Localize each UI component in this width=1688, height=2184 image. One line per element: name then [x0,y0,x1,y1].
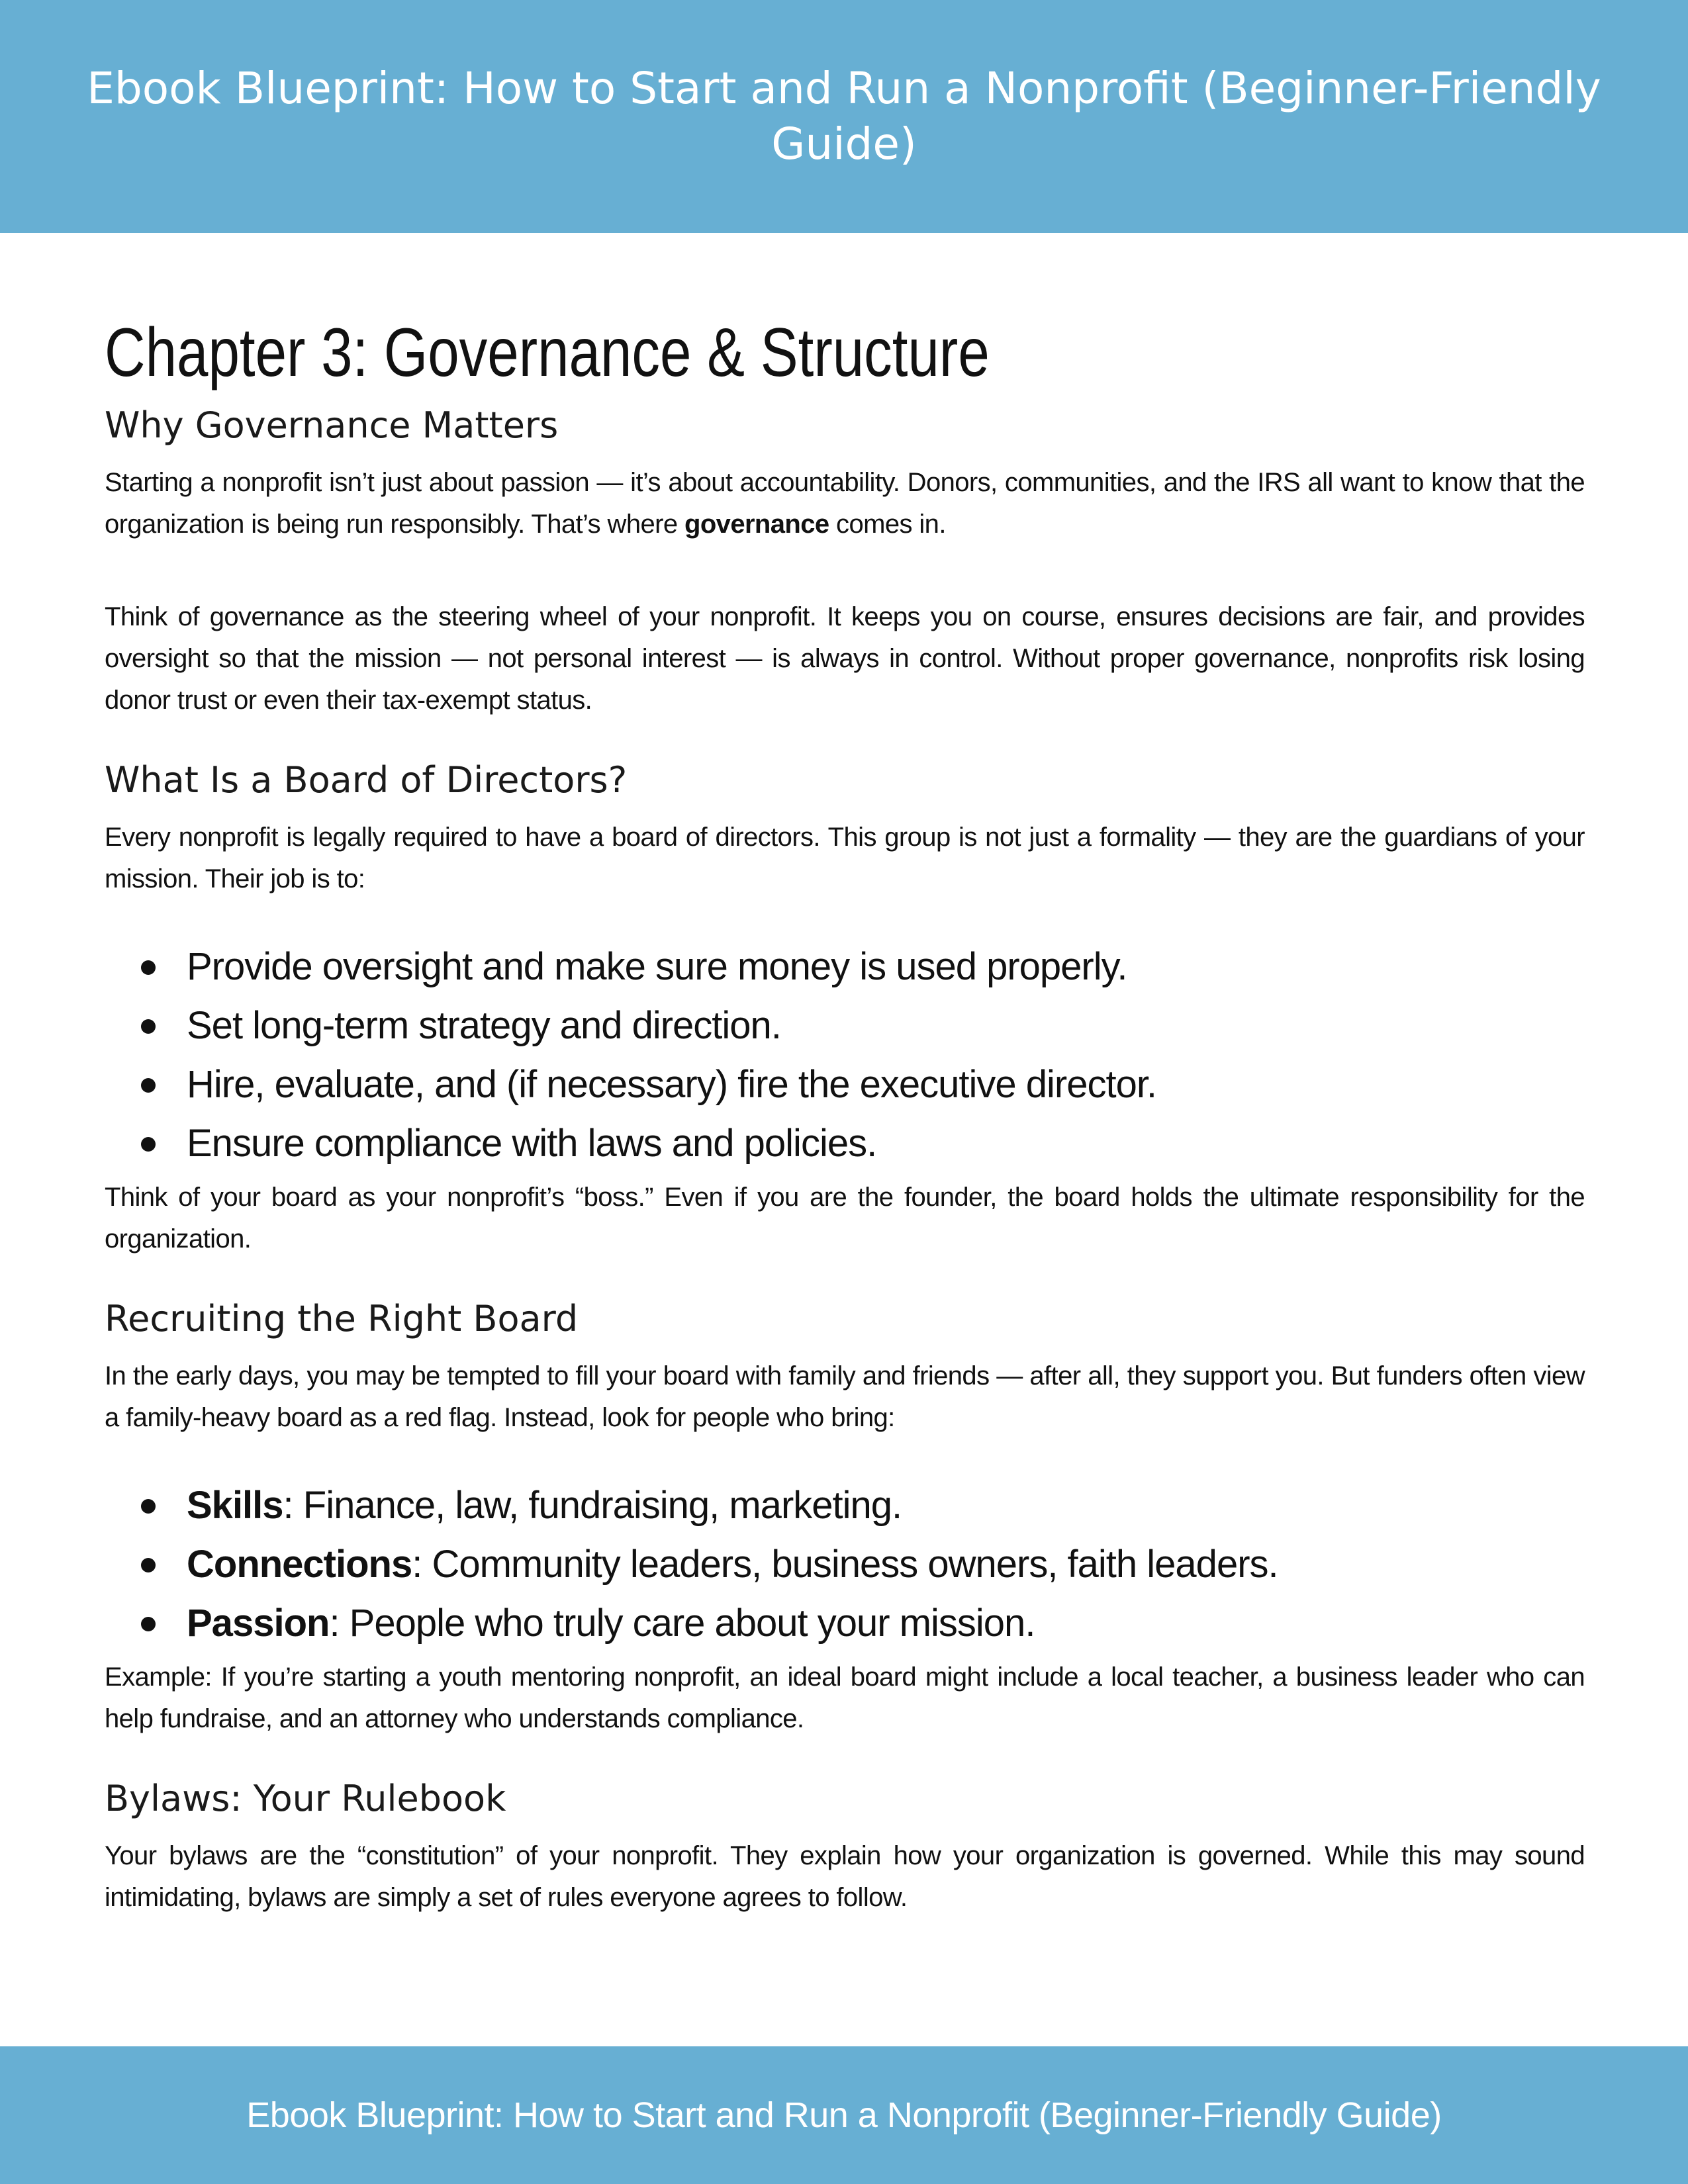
bullet-dot-icon [141,1019,156,1034]
list-item-term: Connections [187,1543,412,1586]
page-content [105,311,1585,1919]
footer-band [0,2046,1688,2184]
section-heading-why-governance: Why Governance Matters [105,404,559,446]
paragraph-bylaws: Your bylaws are the “constitution” of your nonprofit. They explain how your organization is governed. While this may sound intimidating, bylaws are simply a set of rules everyone agrees to follow. [105,1841,1585,1912]
list-item-text: : People who truly care about your mission. [329,1602,1035,1645]
list-item [105,1114,1585,1173]
bullet-dot-icon [141,1617,156,1631]
list-item [105,1476,1585,1535]
footer-title: Ebook Blueprint: How to Start and Run a Nonprofit (Beginner-Friendly Guide) [246,2095,1442,2135]
section-heading-board: What Is a Board of Directors? [105,759,628,801]
list-item-text: Ensure compliance with laws and policies. [187,1122,877,1165]
header-title: Ebook Blueprint: How to Start and Run a Nonprofit (Beginner-Friendly Guide) [87,63,1601,169]
bullet-dot-icon [141,960,156,975]
paragraph-text: comes in. [829,510,946,539]
section-heading-recruiting: Recruiting the Right Board [105,1298,579,1340]
bullet-dot-icon [141,1078,156,1093]
section-heading-bylaws: Bylaws: Your Rulebook [105,1778,506,1819]
paragraph-text: Starting a nonprofit isn’t just about passion — it’s about accountability. Donors, communities, and the IRS all want to know that the organization is being run responsibly. That’s where [105,468,1585,539]
paragraph-steering-wheel: Think of governance as the steering wheel of your nonprofit. It keeps you on course, ensures decisions are fair, and provides oversight so that the mission — not personal interest — is always in control. Without proper governance, nonprofits risk losing donor trust or even their tax-exempt status. [105,602,1585,715]
list-item-term: Passion [187,1602,330,1645]
list-item-text: Hire, evaluate, and (if necessary) fire the executive director. [187,1063,1157,1106]
paragraph-board-boss: Think of your board as your nonprofit’s “boss.” Even if you are the founder, the board holds the ultimate responsibility for the organization. [105,1183,1585,1253]
paragraph-example: Example: If you’re starting a youth mentoring nonprofit, an ideal board might include a local teacher, a business leader who can help fundraise, and an attorney who understands compliance. [105,1662,1585,1733]
paragraph-accountability [105,462,1585,545]
list-item-text: Provide oversight and make sure money is used properly. [187,945,1127,988]
board-duties-list [105,937,1585,1173]
list-item [105,996,1585,1055]
list-item [105,937,1585,996]
list-item-term: Skills [187,1484,283,1527]
header-band [0,0,1688,233]
recruiting-list [105,1476,1585,1653]
bullet-dot-icon [141,1499,156,1514]
bullet-dot-icon [141,1558,156,1572]
list-item-text: Set long-term strategy and direction. [187,1004,781,1047]
list-item [105,1594,1585,1653]
bullet-dot-icon [141,1137,156,1152]
paragraph-board-intro: Every nonprofit is legally required to have a board of directors. This group is not just a formality — they are the guardians of your mission. Their job is to: [105,823,1585,893]
list-item [105,1535,1585,1594]
list-item-text: : Community leaders, business owners, faith leaders. [412,1543,1278,1586]
list-item [105,1055,1585,1114]
paragraph-recruiting-intro: In the early days, you may be tempted to fill your board with family and friends — after all, they support you. But funders often view a family-heavy board as a red flag. Instead, look for people who bring: [105,1361,1585,1432]
list-item-text: : Finance, law, fundraising, marketing. [283,1484,902,1527]
bold-term-governance: governance [684,510,829,539]
chapter-title: Chapter 3: Governance & Structure [105,314,990,391]
